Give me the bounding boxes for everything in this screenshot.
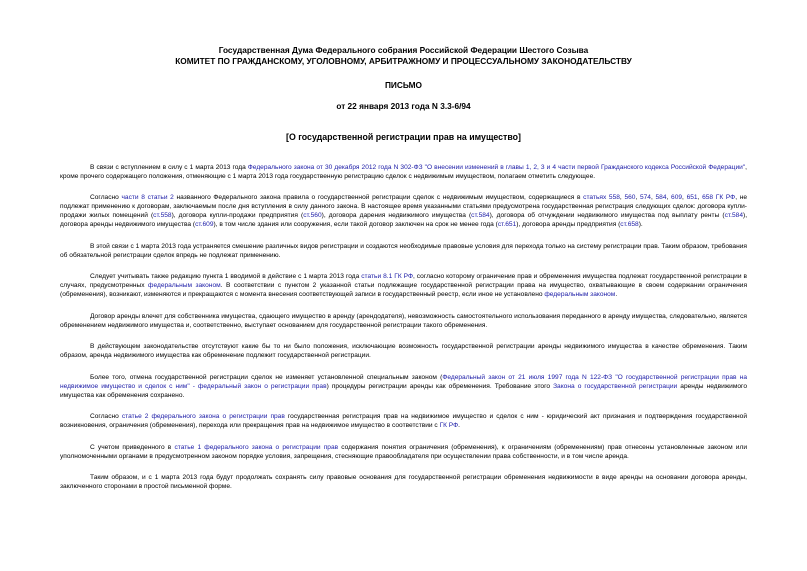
paragraph-text: . <box>615 291 618 298</box>
paragraph-text: . <box>458 422 460 429</box>
paragraph-text: названного Федерального закона правила о государственной регистрации сделок с недвижимым имуществом, содержащиеся в <box>173 194 584 201</box>
paragraph-text: ), договора об отчуждении недвижимого имущества под выплату ренты ( <box>489 212 725 219</box>
legal-reference-link[interactable]: федеральным законом <box>544 291 616 298</box>
legal-reference-link[interactable]: ст.658 <box>620 221 639 228</box>
legal-reference-link[interactable]: 609 <box>671 194 683 201</box>
paragraph-p6 <box>60 342 747 360</box>
paragraph-text: ), договора купли-продажи предприятия ( <box>171 212 304 219</box>
paragraph-text: ), договора аренды недвижимого имущества ( <box>60 212 748 228</box>
paragraph-text: государственная регистрация прав на недвижимое имущество и сделок с ним - юридический акт признания и подтверждения государственной возникновения, ограничения (обременения), перехода или прекращения прав на недвижимое имущество в соответствии с <box>60 413 747 429</box>
legal-reference-link[interactable]: 658 ГК РФ <box>702 194 736 201</box>
legal-reference-link[interactable]: ГК РФ <box>439 422 459 429</box>
legal-reference-link[interactable]: ст.560 <box>303 212 322 219</box>
legal-reference-link[interactable]: ст.584 <box>471 212 490 219</box>
paragraph-text: содержания понятия ограничения (обременения), к ограничениям (обременениям) прав отнесены установленные законом или уполномоченными органами в предусмотренном законом порядке условия, запрещения, стесняющие правообладателя при осуществлении права собственности, и в том числе аренда. <box>60 443 748 460</box>
paragraph-text: , <box>650 194 656 201</box>
paragraph-text: , <box>697 194 703 201</box>
paragraph-text: , <box>619 194 625 201</box>
legal-reference-link[interactable]: 574 <box>639 194 651 201</box>
legal-reference-link[interactable]: части 8 статьи 2 <box>121 194 174 201</box>
paragraph-text: С учетом приведенного в <box>90 443 175 451</box>
legal-reference-link[interactable]: ст.651 <box>497 221 517 228</box>
paragraph-text: аренды недвижимого имущества как обременения сохранено. <box>60 382 747 399</box>
paragraph-text: Договор аренды влечет для собственника имущества, сдающего имущество в аренду (арендодателя), невозможность самостоятельного использования переданного в аренду имущества, следовательно, является обременением недвижимого имущества и, соответственно, выступает основанием для государственной регистрации такого обременения. <box>60 312 747 329</box>
paragraph-text: , кроме прочего содержащего положения, отменяющие с 1 марта 2013 года государственную регистрацию сделок с недвижимым имуществом, полагаем отметить следующее. <box>60 163 747 180</box>
paragraph-text: , не подлежат применению к договорам, заключаемым после дня вступления в силу данного закона. В настоящее время указанными статьями предусмотрена государственная регистрация следующих сделок: договора купли-продажи жилых помещений ( <box>60 194 747 219</box>
legal-reference-link[interactable]: Федерального закона от 30 декабря 2012 года N 302-ФЗ "О внесении изменений в главы 1, 2, 3 и 4 части первой Гражданского кодекса Российской Федерации" <box>247 163 746 171</box>
legal-reference-link[interactable]: 651 <box>686 194 698 201</box>
paragraph-p3 <box>60 242 747 260</box>
paragraph-p1 <box>60 163 747 181</box>
paragraph-p4 <box>60 272 747 299</box>
paragraph-p8 <box>60 412 747 430</box>
paragraph-text: Таким образом, и с 1 марта 2013 года будут продолжать сохранять силу правовые основания для государственной регистрации обременения недвижимости в виде аренды на основании договора аренды, заключенного сторонами в простой письменной форме. <box>60 474 747 490</box>
issuer-line: Государственная Дума Федерального собрания Российской Федерации Шестого Созыва <box>218 45 589 55</box>
document-header <box>60 45 747 143</box>
paragraph-p2 <box>60 193 747 229</box>
paragraph-text: В связи с вступлением в силу с 1 марта 2013 года <box>90 163 248 171</box>
document-date: от 22 января 2013 года N 3.3-6/94 <box>336 100 471 111</box>
document-subject: [О государственной регистрации прав на имущество] <box>286 132 521 142</box>
legal-reference-link[interactable]: ст.584 <box>724 212 743 219</box>
paragraph-text: , <box>666 194 672 201</box>
paragraph-text: , согласно которому ограничение прав и обременения имущества подлежат государственной регистрации в случаях, предусмотренных <box>60 273 747 289</box>
paragraph-p7 <box>60 373 747 400</box>
legal-reference-link[interactable]: ст.558 <box>153 212 172 219</box>
legal-reference-link[interactable]: статье 2 федерального закона о регистрации прав <box>121 413 285 420</box>
legal-reference-link[interactable]: Закона о государственной регистрации <box>553 382 678 390</box>
paragraph-text: . В соответствии с пунктом 2 указанной статьи подлежащие государственной регистрации права на имущество, охватывающие в своем содержании ограничения (обременения), возникают, изменяются и прекращаются с момента внесения соответствующей записи в государственный реестр, если иное не установлено <box>60 282 748 298</box>
document-body <box>60 163 747 492</box>
paragraph-text: ), в том числе здания или сооружения, если такой договор заключен на срок не менее года ( <box>213 221 498 228</box>
paragraph-text: ). <box>638 221 643 228</box>
legal-reference-link[interactable]: статьи 8.1 ГК РФ <box>361 273 413 280</box>
legal-reference-link[interactable]: Федеральный закон от 21 июля 1997 года N 122-ФЗ "О государственной регистрации прав на недвижимое имущество и сделок с ним" - федеральный закон о регистрации прав <box>60 373 747 390</box>
legal-reference-link[interactable]: 584 <box>655 194 667 201</box>
paragraph-text: ), договора аренды предприятия ( <box>516 221 621 228</box>
paragraph-p10 <box>60 473 747 491</box>
paragraph-text: Более того, отмена государственной регистрации сделок не изменяет установленной специальным законом ( <box>90 373 443 381</box>
paragraph-text: ) процедуры регистрации аренды как обременения. Требование этого <box>326 382 554 390</box>
paragraph-p5 <box>60 312 747 330</box>
paragraph-text: Согласно <box>90 194 122 201</box>
paragraph-text: В действующем законодательстве отсутствуют какие бы то ни было положения, исключающие возможность государственной регистрации аренды недвижимого имущества в качестве обременения. Таким образом, аренда недвижимого имущества как обременение подлежит государственной регистрации. <box>60 343 747 359</box>
legal-reference-link[interactable]: ст.609 <box>195 221 214 228</box>
legal-reference-link[interactable]: 560 <box>624 194 636 201</box>
paragraph-text: Согласно <box>90 413 122 420</box>
document-type: ПИСЬМО <box>384 80 423 90</box>
committee-line: КОМИТЕТ ПО ГРАЖДАНСКОМУ, УГОЛОВНОМУ, АРБИТРАЖНОМУ И ПРОЦЕССУАЛЬНОМУ ЗАКОНОДАТЕЛЬСТВУ <box>175 55 632 66</box>
paragraph-p9 <box>60 443 747 461</box>
legal-reference-link[interactable]: федеральным законом <box>148 282 221 289</box>
paragraph-text: , <box>682 194 687 201</box>
legal-reference-link[interactable]: статьях 558 <box>583 194 620 201</box>
paragraph-text: В этой связи с 1 марта 2013 года устраняется смешение различных видов регистрации и создаются необходимые правовые условия для перехода только на систему регистрации прав. Таким образом, требования об обязательной регистрации сделок впредь не подлежат применению. <box>60 242 747 259</box>
paragraph-text: Следует учитывать также редакцию пункта 1 вводимой в действие с 1 марта 2013 года <box>90 273 362 280</box>
paragraph-text: , <box>635 194 640 201</box>
legal-reference-link[interactable]: статье 1 федерального закона о регистрации прав <box>174 443 339 451</box>
paragraph-text: ), договора дарения недвижимого имущества ( <box>321 212 472 219</box>
